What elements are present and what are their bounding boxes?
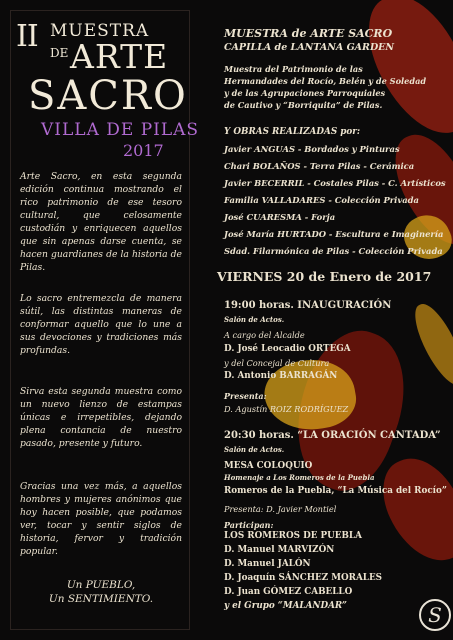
event2-mesa: MESA COLOQUIO [224, 461, 313, 471]
participant-item: D. Juan GÓMEZ CABELLO [224, 587, 353, 597]
event2-romeros: Romeros de la Puebla, “La Música del Rocío” [224, 486, 447, 496]
works-item: Sdad. Filarmónica de Pilas - Colección Privada [224, 246, 443, 256]
participant-item: D. Manuel MARVIZÓN [224, 545, 335, 555]
event1-line-1: A cargo del Alcalde [224, 330, 305, 340]
works-item: José CUARESMA - Forja [224, 212, 336, 222]
desc-line-1: Muestra del Patrimonio de las [224, 64, 363, 74]
participant-item: y el Grupo “MALANDAR” [224, 601, 347, 611]
closing-motto [20, 578, 182, 606]
event1-presenta-label: Presenta: [224, 391, 267, 401]
event1-line-3: y del Concejal de Cultura [224, 358, 330, 368]
event1-place: Salón de Actos. [224, 315, 285, 324]
intro-paragraph-1: Arte Sacro, en esta segunda edición continua mostrando el rico patrimonio de ese tesoro cultural, que celosamente custodián y enriquecen aquellos que sin apenas darse cuenta, se hacen guardianes de la historia de Pilas. [20, 171, 182, 273]
works-item: Javier BECERRIL - Costales Pilas - C. Artísticos [224, 178, 446, 188]
intro-paragraph-3: Sirva esta segunda muestra como un nuevo lienzo de estampas únicas e irrepetibles, dejando plena contancia de nuestro pasado, presente y futuro. [20, 386, 182, 449]
works-item: Javier ANGUAS - Bordados y Pinturas [224, 144, 400, 154]
closing-line-1: Un PUEBLO, [66, 579, 136, 591]
desc-line-4: de Cautivo y “Borriquita” de Pilas. [224, 100, 383, 110]
event2-homenaje: Homenaje a Los Romeros de la Puebla [224, 473, 375, 482]
title-muestra: MUESTRA [50, 21, 150, 41]
intro-paragraph-2: Lo sacro entremezcla de manera sútil, las distintas maneras de conformar aquello que lo une a sus devociones y tradiciones más profundas. [20, 293, 182, 356]
closing-line-2: Un SENTIMIENTO. [48, 593, 154, 605]
logo-letter: S [428, 603, 442, 627]
decor-red-1 [352, 0, 453, 150]
works-item: Familia VALLADARES - Colección Privada [224, 195, 419, 205]
program-header: MUESTRA de ARTE SACRO [224, 27, 393, 40]
brand-logo-icon [418, 598, 452, 632]
event2-presenta: Presenta: D. Javier Montiel [224, 504, 337, 514]
event2-time: 20:30 horas. “LA ORACIÓN CANTADA” [224, 430, 441, 441]
works-item: Chari BOLAÑOS - Terra Pilas - Cerámica [224, 161, 415, 171]
decor-red-4 [370, 445, 453, 574]
event1-time: 19:00 horas. INAUGURACIÓN [224, 300, 392, 311]
title-arte: ARTE [70, 37, 169, 76]
event2-place: Salón de Actos. [224, 445, 285, 454]
title-sacro: SACRO [28, 73, 188, 119]
desc-line-3: y de las Agrupaciones Parroquiales [224, 88, 386, 98]
event2-participan: Participan: [224, 520, 274, 530]
event1-line-4: D. Antonio BARRAGÁN [224, 371, 338, 381]
works-item: José María HURTADO - Escultura e Imaginería [224, 229, 444, 239]
desc-line-2: Hermandades del Rocío, Belén y de Soledad [224, 76, 427, 86]
program-venue: CAPILLA de LANTANA GARDEN [224, 42, 395, 53]
title-year: 2017 [123, 141, 164, 160]
participant-item: LOS ROMEROS DE PUEBLA [224, 531, 362, 541]
intro-paragraph-4: Gracias una vez más, a aquellos hombres y mujeres anónimos que hoy hacen posible, que podamos ver, tocar y sentir siglos de historia, fervor y tradición popular. [20, 481, 182, 557]
title-numeral: II [16, 19, 38, 54]
decor-gold-3 [407, 298, 453, 392]
participant-item: D. Manuel JALÓN [224, 559, 311, 569]
event1-line-2: D. José Leocadio ORTEGA [224, 344, 351, 354]
event1-presenta-name: D. Agustín ROIZ RODRÍGUEZ [224, 404, 349, 414]
title-de: DE [50, 46, 69, 60]
event-date: VIERNES 20 de Enero de 2017 [217, 269, 432, 284]
works-title: Y OBRAS REALIZADAS por: [224, 127, 361, 137]
participant-item: D. Joaquín SÁNCHEZ MORALES [224, 573, 383, 583]
title-place: VILLA DE PILAS [41, 120, 200, 140]
